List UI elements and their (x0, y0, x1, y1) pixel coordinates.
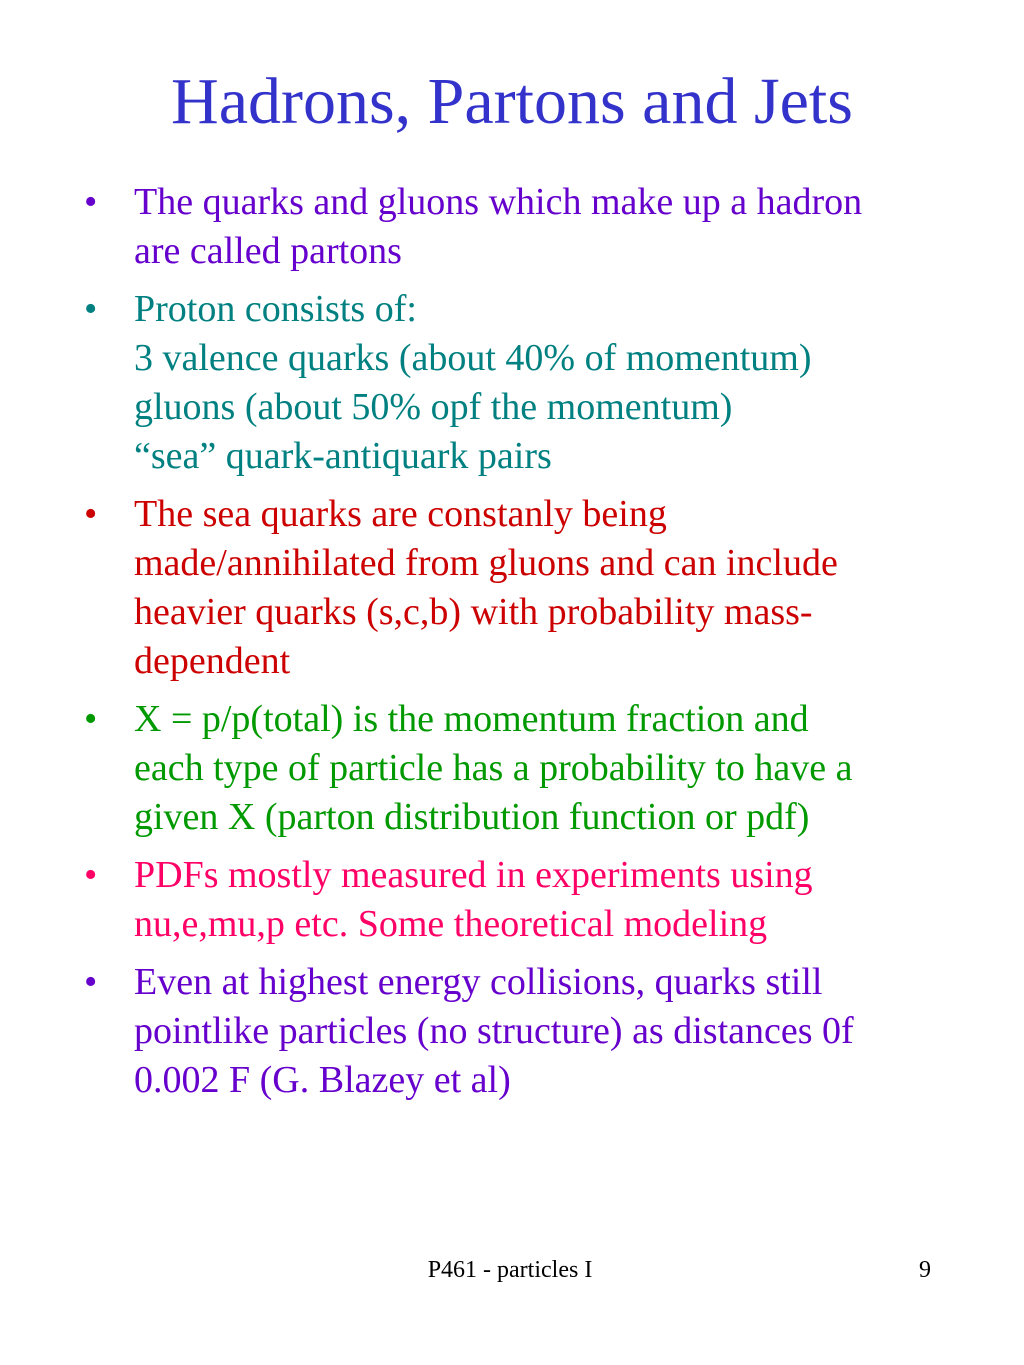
bullet-dot-icon: • (84, 854, 98, 896)
bullet-line: are called partons (134, 230, 402, 272)
bullet-line: gluons (about 50% opf the momentum) (134, 386, 733, 428)
bullet-line: The quarks and gluons which make up a hadron (134, 181, 863, 223)
bullet-list (80, 178, 1010, 1114)
bullet-item (80, 695, 1010, 842)
bullet-dot-icon: • (84, 288, 98, 330)
slide-title: Hadrons, Partons and Jets (171, 65, 853, 138)
bullet-item (80, 285, 1010, 481)
bullet-line: 0.002 F (G. Blazey et al) (134, 1059, 511, 1101)
bullet-line: given X (parton distribution function or pdf) (134, 796, 810, 838)
bullet-line: pointlike particles (no structure) as distances 0f (134, 1010, 854, 1052)
bullet-line: Proton consists of: (134, 288, 417, 330)
bullet-dot-icon: • (84, 181, 98, 223)
bullet-line: PDFs mostly measured in experiments using (134, 854, 813, 896)
bullet-line: “sea” quark-antiquark pairs (134, 435, 552, 477)
bullet-dot-icon: • (84, 698, 98, 740)
bullet-line: The sea quarks are constanly being (134, 493, 667, 535)
bullet-line: nu,e,mu,p etc. Some theoretical modeling (134, 903, 768, 945)
bullet-line: heavier quarks (s,c,b) with probability mass- (134, 591, 813, 633)
bullet-line: each type of particle has a probability to have a (134, 747, 853, 789)
bullet-item (80, 851, 1010, 949)
bullet-item (80, 958, 1010, 1105)
bullet-line: made/annihilated from gluons and can include (134, 542, 838, 584)
footer-page-number: 9 (919, 1257, 931, 1283)
bullet-dot-icon: • (84, 493, 98, 535)
footer-course-label: P461 - particles I (427, 1257, 593, 1283)
bullet-item (80, 490, 1010, 686)
bullet-line: 3 valence quarks (about 40% of momentum) (134, 337, 812, 379)
bullet-line: dependent (134, 640, 291, 682)
bullet-line: Even at highest energy collisions, quarks still (134, 961, 823, 1003)
bullet-dot-icon: • (84, 961, 98, 1003)
bullet-line: X = p/p(total) is the momentum fraction and (134, 698, 809, 740)
bullet-item (80, 178, 1010, 276)
